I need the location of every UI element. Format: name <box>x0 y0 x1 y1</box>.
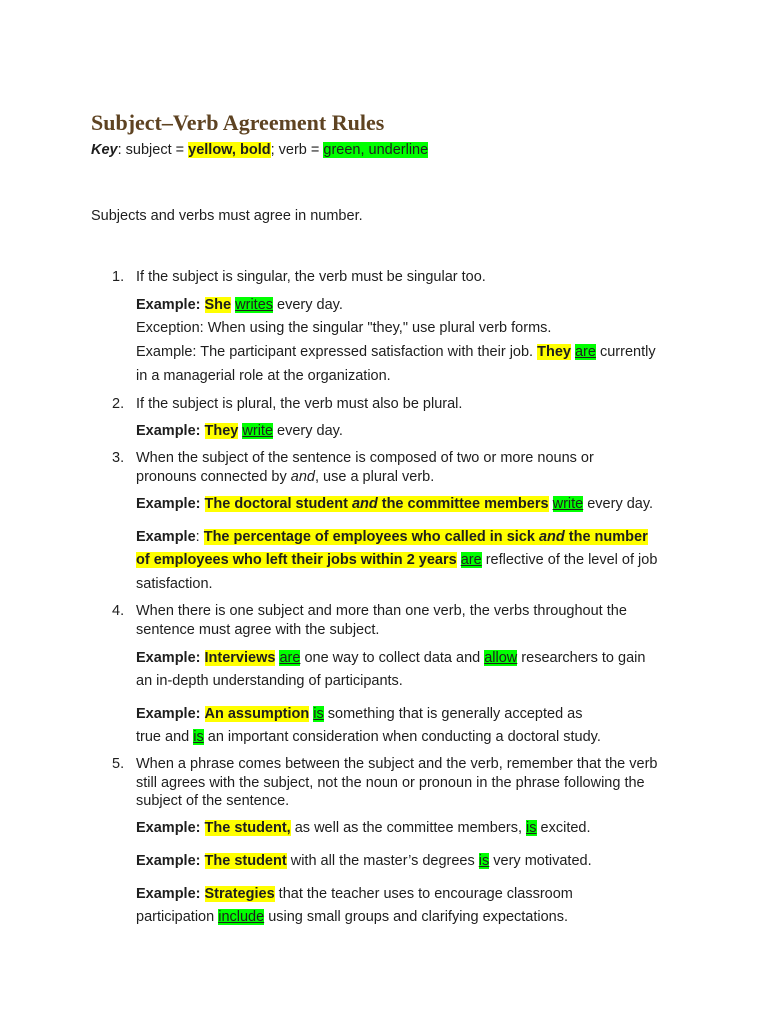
verb-highlight: writes <box>235 297 274 313</box>
example-rest: excited. <box>536 820 591 836</box>
subject-highlight: of employees who left their jobs within 2 years <box>136 552 457 568</box>
rule-5-text-line3: subject of the sentence. <box>136 793 290 809</box>
subject-highlight: She <box>204 297 232 313</box>
example-label: Example: <box>136 820 201 836</box>
rule-5-text-line1: When a phrase comes between the subject and the verb, remember that the verb <box>136 756 658 772</box>
subject-highlight: They <box>204 423 239 439</box>
example-prefix: Example: The participant expressed satisfaction with their job. <box>136 344 538 360</box>
subject-highlight: Strategies <box>204 886 275 902</box>
verb-highlight: are <box>574 344 596 360</box>
subject-and: and <box>538 529 565 545</box>
example-rest: reflective of the level of job <box>481 552 658 568</box>
example-label: Example <box>136 529 196 545</box>
example-middle: with all the master’s degrees <box>286 853 479 869</box>
rule-3-number: 3. <box>112 450 125 466</box>
key-verb-style: green, underline <box>323 142 429 158</box>
rule-3-example-2-line3: satisfaction. <box>136 576 213 592</box>
example-label: Example: <box>136 297 201 313</box>
subject-highlight: An assumption <box>204 706 310 722</box>
key-verb-prefix: ; verb = <box>270 142 324 158</box>
rule-2-text: If the subject is plural, the verb must also be plural. <box>136 396 463 412</box>
subject-highlight: Interviews <box>204 650 276 666</box>
rule-5-example-1 <box>136 820 591 836</box>
example-rest: every day. <box>273 423 343 439</box>
example-rest: researchers to gain <box>517 650 646 666</box>
text-part: using small groups and clarifying expectations. <box>264 909 569 925</box>
rule-4-number: 4. <box>112 603 125 619</box>
text-part: , use a plural verb. <box>314 469 435 485</box>
example-rest: very motivated. <box>489 853 592 869</box>
rule-3-example-2-line2 <box>136 552 657 568</box>
example-rest: something that is generally accepted as <box>323 706 583 722</box>
rule-3-example-2 <box>136 529 648 545</box>
example-label: Example: <box>136 706 201 722</box>
text-italic: and <box>290 469 315 485</box>
key-label: Key <box>91 142 118 158</box>
text-part: an important consideration when conducting a doctoral study. <box>203 729 601 745</box>
rule-2-example <box>136 423 343 439</box>
rule-4-text-line1: When there is one subject and more than one verb, the verbs throughout the <box>136 603 627 619</box>
rule-1-number: 1. <box>112 269 125 285</box>
subject-highlight: The student <box>204 853 287 869</box>
rule-4-example-2 <box>136 706 583 722</box>
example-label: Example: <box>136 650 201 666</box>
subject-highlight <box>204 529 648 545</box>
rule-5-number: 5. <box>112 756 125 772</box>
example-colon: : <box>195 529 204 545</box>
example-label: Example: <box>136 886 201 902</box>
page-title: Subject–Verb Agreement Rules <box>91 110 385 135</box>
example-middle: one way to collect data and <box>300 650 485 666</box>
verb-highlight: is <box>313 706 324 722</box>
verb-highlight: is <box>478 853 490 869</box>
example-rest: every day. <box>583 496 654 512</box>
example-label: Example: <box>136 496 201 512</box>
rule-5-example-2 <box>136 853 592 869</box>
rule-3-example-1 <box>136 496 653 512</box>
rule-5-example-3-line2 <box>136 909 568 925</box>
rule-4-text-line2: sentence must agree with the subject. <box>136 622 380 638</box>
verb-highlight: is <box>193 729 204 745</box>
subject-and: and <box>351 496 378 512</box>
subject-highlight: The student, <box>204 820 291 836</box>
rule-2-number: 2. <box>112 396 125 412</box>
rule-5-example-3 <box>136 886 573 902</box>
rule-4-example-1-line2: an in-depth understanding of participants. <box>136 673 403 689</box>
example-middle: as well as the committee members, <box>290 820 527 836</box>
verb-highlight: write <box>552 496 584 512</box>
rule-5-text-line2: still agrees with the subject, not the noun or pronoun in the phrase following the <box>136 775 645 791</box>
text-part: participation <box>136 909 219 925</box>
example-rest: currently <box>595 344 656 360</box>
subject-part: The percentage of employees who called in sick <box>203 529 539 545</box>
intro-text: Subjects and verbs must agree in number. <box>91 208 363 224</box>
rule-1-text: If the subject is singular, the verb must be singular too. <box>136 269 486 285</box>
verb-highlight: allow <box>484 650 518 666</box>
subject-part: The doctoral student <box>204 496 352 512</box>
example-middle: that the teacher uses to encourage classroom <box>274 886 573 902</box>
rule-1-example <box>136 297 343 313</box>
verb-highlight: is <box>526 820 537 836</box>
key-subject-style: yellow, bold <box>188 142 271 158</box>
example-label: Example: <box>136 853 201 869</box>
example-label: Example: <box>136 423 201 439</box>
verb-highlight: are <box>460 552 482 568</box>
rule-3-text-line2 <box>136 469 434 485</box>
subject-part: the number <box>564 529 648 545</box>
verb-highlight: write <box>242 423 274 439</box>
verb-highlight: are <box>279 650 301 666</box>
key-subject-prefix: : subject = <box>117 142 189 158</box>
verb-highlight: include <box>218 909 265 925</box>
rule-1-exception: Exception: When using the singular "they," use plural verb forms. <box>136 320 552 336</box>
rule-1-exception-example-line2: in a managerial role at the organization. <box>136 368 391 384</box>
subject-highlight <box>205 496 549 512</box>
rule-4-example-2-line2 <box>136 729 601 745</box>
example-rest: every day. <box>273 297 343 313</box>
text-part: true and <box>136 729 194 745</box>
text-part: pronouns connected by <box>136 469 291 485</box>
subject-part: the committee members <box>377 496 549 512</box>
rule-4-example-1 <box>136 650 645 666</box>
key-line <box>91 142 428 158</box>
rule-1-exception-example <box>136 344 656 360</box>
rule-3-text-line1: When the subject of the sentence is composed of two or more nouns or <box>136 450 594 466</box>
subject-highlight: They <box>537 344 571 360</box>
